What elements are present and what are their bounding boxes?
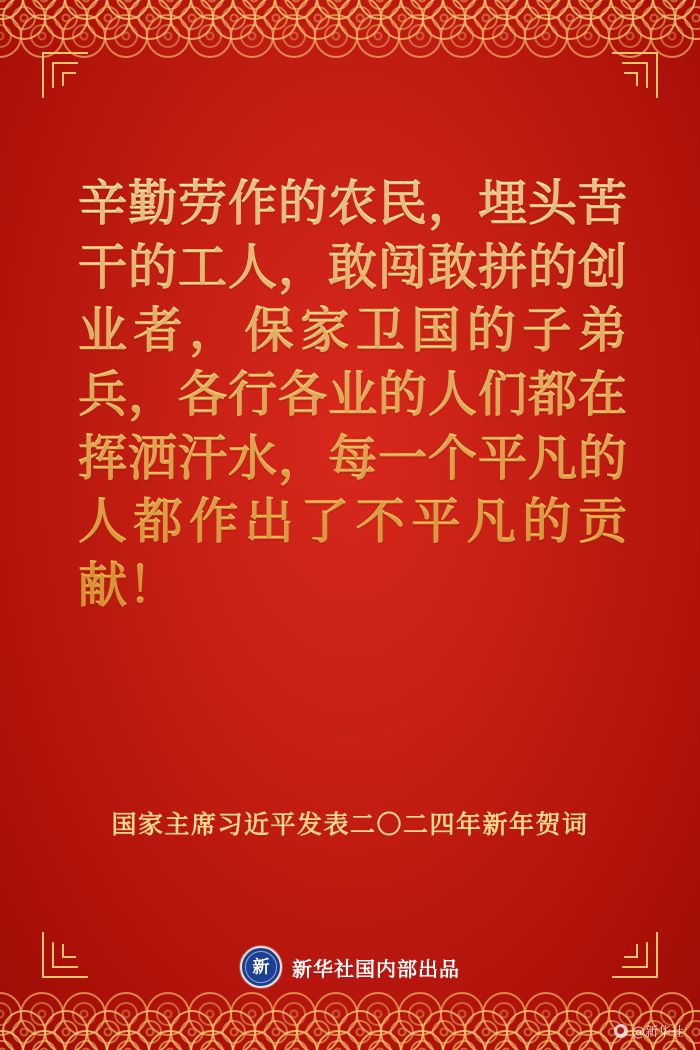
- wave-arc-icon: [20, 992, 64, 1036]
- wave-arc-icon: [464, 1010, 508, 1050]
- wave-arc-icon: [230, 992, 274, 1036]
- wave-arc-icon: [232, 1030, 276, 1050]
- wave-arc-icon: [652, 0, 696, 20]
- wave-arc-icon: [568, 0, 612, 20]
- logo-mark-text: 新: [252, 957, 270, 978]
- wave-arc-icon: [482, 14, 526, 58]
- wave-arc-icon: [148, 0, 192, 20]
- wave-arc-icon: [316, 0, 360, 20]
- caption-text: 国家主席习近平发表二〇二四年新年贺词: [111, 810, 589, 839]
- wave-arc-icon: [128, 0, 172, 40]
- wave-arc-icon: [442, 0, 486, 20]
- quote-text: 辛勤劳作的农民，埋头苦干的工人，敢闯敢拼的创业者，保家卫国的子弟兵，各行各业的人们都在挥洒汗水，每一个平凡的人都作出了不平凡的贡献！: [78, 172, 628, 618]
- wave-arc-icon: [464, 0, 508, 40]
- wave-arc-icon: [146, 992, 190, 1036]
- wave-arc-icon: [314, 14, 358, 58]
- wave-arc-icon: [44, 1010, 88, 1050]
- wave-arc-icon: [188, 14, 232, 58]
- wave-arc-icon: [296, 0, 340, 40]
- publisher-text: 新华社国内部出品: [292, 956, 460, 981]
- wave-arc-icon: [400, 0, 444, 20]
- wave-arc-icon: [22, 1030, 66, 1050]
- wave-arc-icon: [506, 1010, 550, 1050]
- wave-row-back: [0, 996, 700, 1036]
- watermark-text: @新华社: [631, 1025, 684, 1040]
- wave-arc-icon: [610, 0, 654, 20]
- wave-arc-icon: [674, 0, 700, 40]
- wave-arc-icon: [0, 14, 22, 58]
- wave-arc-icon: [484, 0, 528, 20]
- wave-arc-icon: [482, 992, 526, 1036]
- weibo-watermark: [614, 1021, 684, 1040]
- wave-arc-icon: [64, 0, 108, 20]
- wave-arc-icon: [188, 992, 232, 1036]
- wave-arc-icon: [316, 1030, 360, 1050]
- footer: [0, 946, 700, 988]
- wave-arc-icon: [358, 0, 402, 20]
- wave-arc-icon: [190, 1030, 234, 1050]
- wave-arc-icon: [2, 1010, 46, 1050]
- wave-arc-icon: [548, 0, 592, 40]
- wave-arc-icon: [314, 992, 358, 1036]
- wave-arc-icon: [0, 0, 24, 20]
- wave-arc-icon: [272, 14, 316, 58]
- wave-arc-icon: [22, 0, 66, 20]
- wave-arc-icon: [356, 992, 400, 1036]
- wave-arc-icon: [254, 0, 298, 40]
- wave-arc-icon: [524, 992, 568, 1036]
- wave-arc-icon: [86, 0, 130, 40]
- wave-arc-icon: [338, 1010, 382, 1050]
- wave-arc-icon: [146, 14, 190, 58]
- wave-arc-icon: [44, 0, 88, 40]
- wave-arc-icon: [484, 1030, 528, 1050]
- wave-arc-icon: [442, 1030, 486, 1050]
- wave-arc-icon: [440, 992, 484, 1036]
- wave-arc-icon: [62, 992, 106, 1036]
- wave-arc-icon: [64, 1030, 108, 1050]
- wave-arc-icon: [0, 1030, 24, 1050]
- wave-arc-icon: [104, 992, 148, 1036]
- wave-arc-icon: [2, 0, 46, 40]
- wave-arc-icon: [356, 14, 400, 58]
- wave-arc-icon: [274, 1030, 318, 1050]
- wave-arc-icon: [358, 1030, 402, 1050]
- corner-ornament-top-left: [42, 52, 88, 98]
- wave-row-front: [0, 1034, 700, 1050]
- wave-arc-icon: [230, 14, 274, 58]
- wave-arc-icon: [128, 1010, 172, 1050]
- wave-arc-icon: [590, 0, 634, 40]
- wave-arc-icon: [568, 1030, 612, 1050]
- wave-arc-icon: [400, 1030, 444, 1050]
- wave-row-mid: [2, 0, 700, 36]
- wave-arc-icon: [170, 0, 214, 40]
- wave-row-front: [0, 0, 700, 16]
- wave-arc-icon: [254, 1010, 298, 1050]
- wave-arc-icon: [566, 14, 610, 58]
- wave-arc-icon: [272, 992, 316, 1036]
- wave-arc-icon: [170, 1010, 214, 1050]
- wave-arc-icon: [0, 992, 22, 1036]
- wave-arc-icon: [632, 0, 676, 40]
- xinhua-logo-icon: [240, 946, 282, 988]
- wave-row-mid: [2, 1014, 700, 1050]
- wave-arc-icon: [106, 1030, 150, 1050]
- wave-arc-icon: [398, 14, 442, 58]
- wave-arc-icon: [524, 14, 568, 58]
- wave-arc-icon: [526, 0, 570, 20]
- wave-arc-icon: [212, 1010, 256, 1050]
- wave-arc-icon: [106, 0, 150, 20]
- wave-arc-icon: [232, 0, 276, 20]
- top-cloud-wave-band: [0, 0, 700, 60]
- wave-arc-icon: [380, 0, 424, 40]
- wave-arc-icon: [566, 992, 610, 1036]
- wave-arc-icon: [86, 1010, 130, 1050]
- wave-arc-icon: [526, 1030, 570, 1050]
- wave-arc-icon: [440, 14, 484, 58]
- wave-arc-icon: [506, 0, 550, 40]
- wave-arc-icon: [398, 992, 442, 1036]
- bottom-cloud-wave-band: [0, 990, 700, 1050]
- wave-arc-icon: [380, 1010, 424, 1050]
- wave-arc-icon: [148, 1030, 192, 1050]
- wave-row-back: [0, 14, 700, 54]
- wave-arc-icon: [104, 14, 148, 58]
- corner-ornament-top-right: [612, 52, 658, 98]
- wave-arc-icon: [212, 0, 256, 40]
- wave-arc-icon: [422, 1010, 466, 1050]
- wave-arc-icon: [548, 1010, 592, 1050]
- wave-arc-icon: [338, 0, 382, 40]
- weibo-icon: [614, 1024, 628, 1038]
- wave-arc-icon: [274, 0, 318, 20]
- wave-arc-icon: [190, 0, 234, 20]
- wave-arc-icon: [296, 1010, 340, 1050]
- wave-arc-icon: [422, 0, 466, 40]
